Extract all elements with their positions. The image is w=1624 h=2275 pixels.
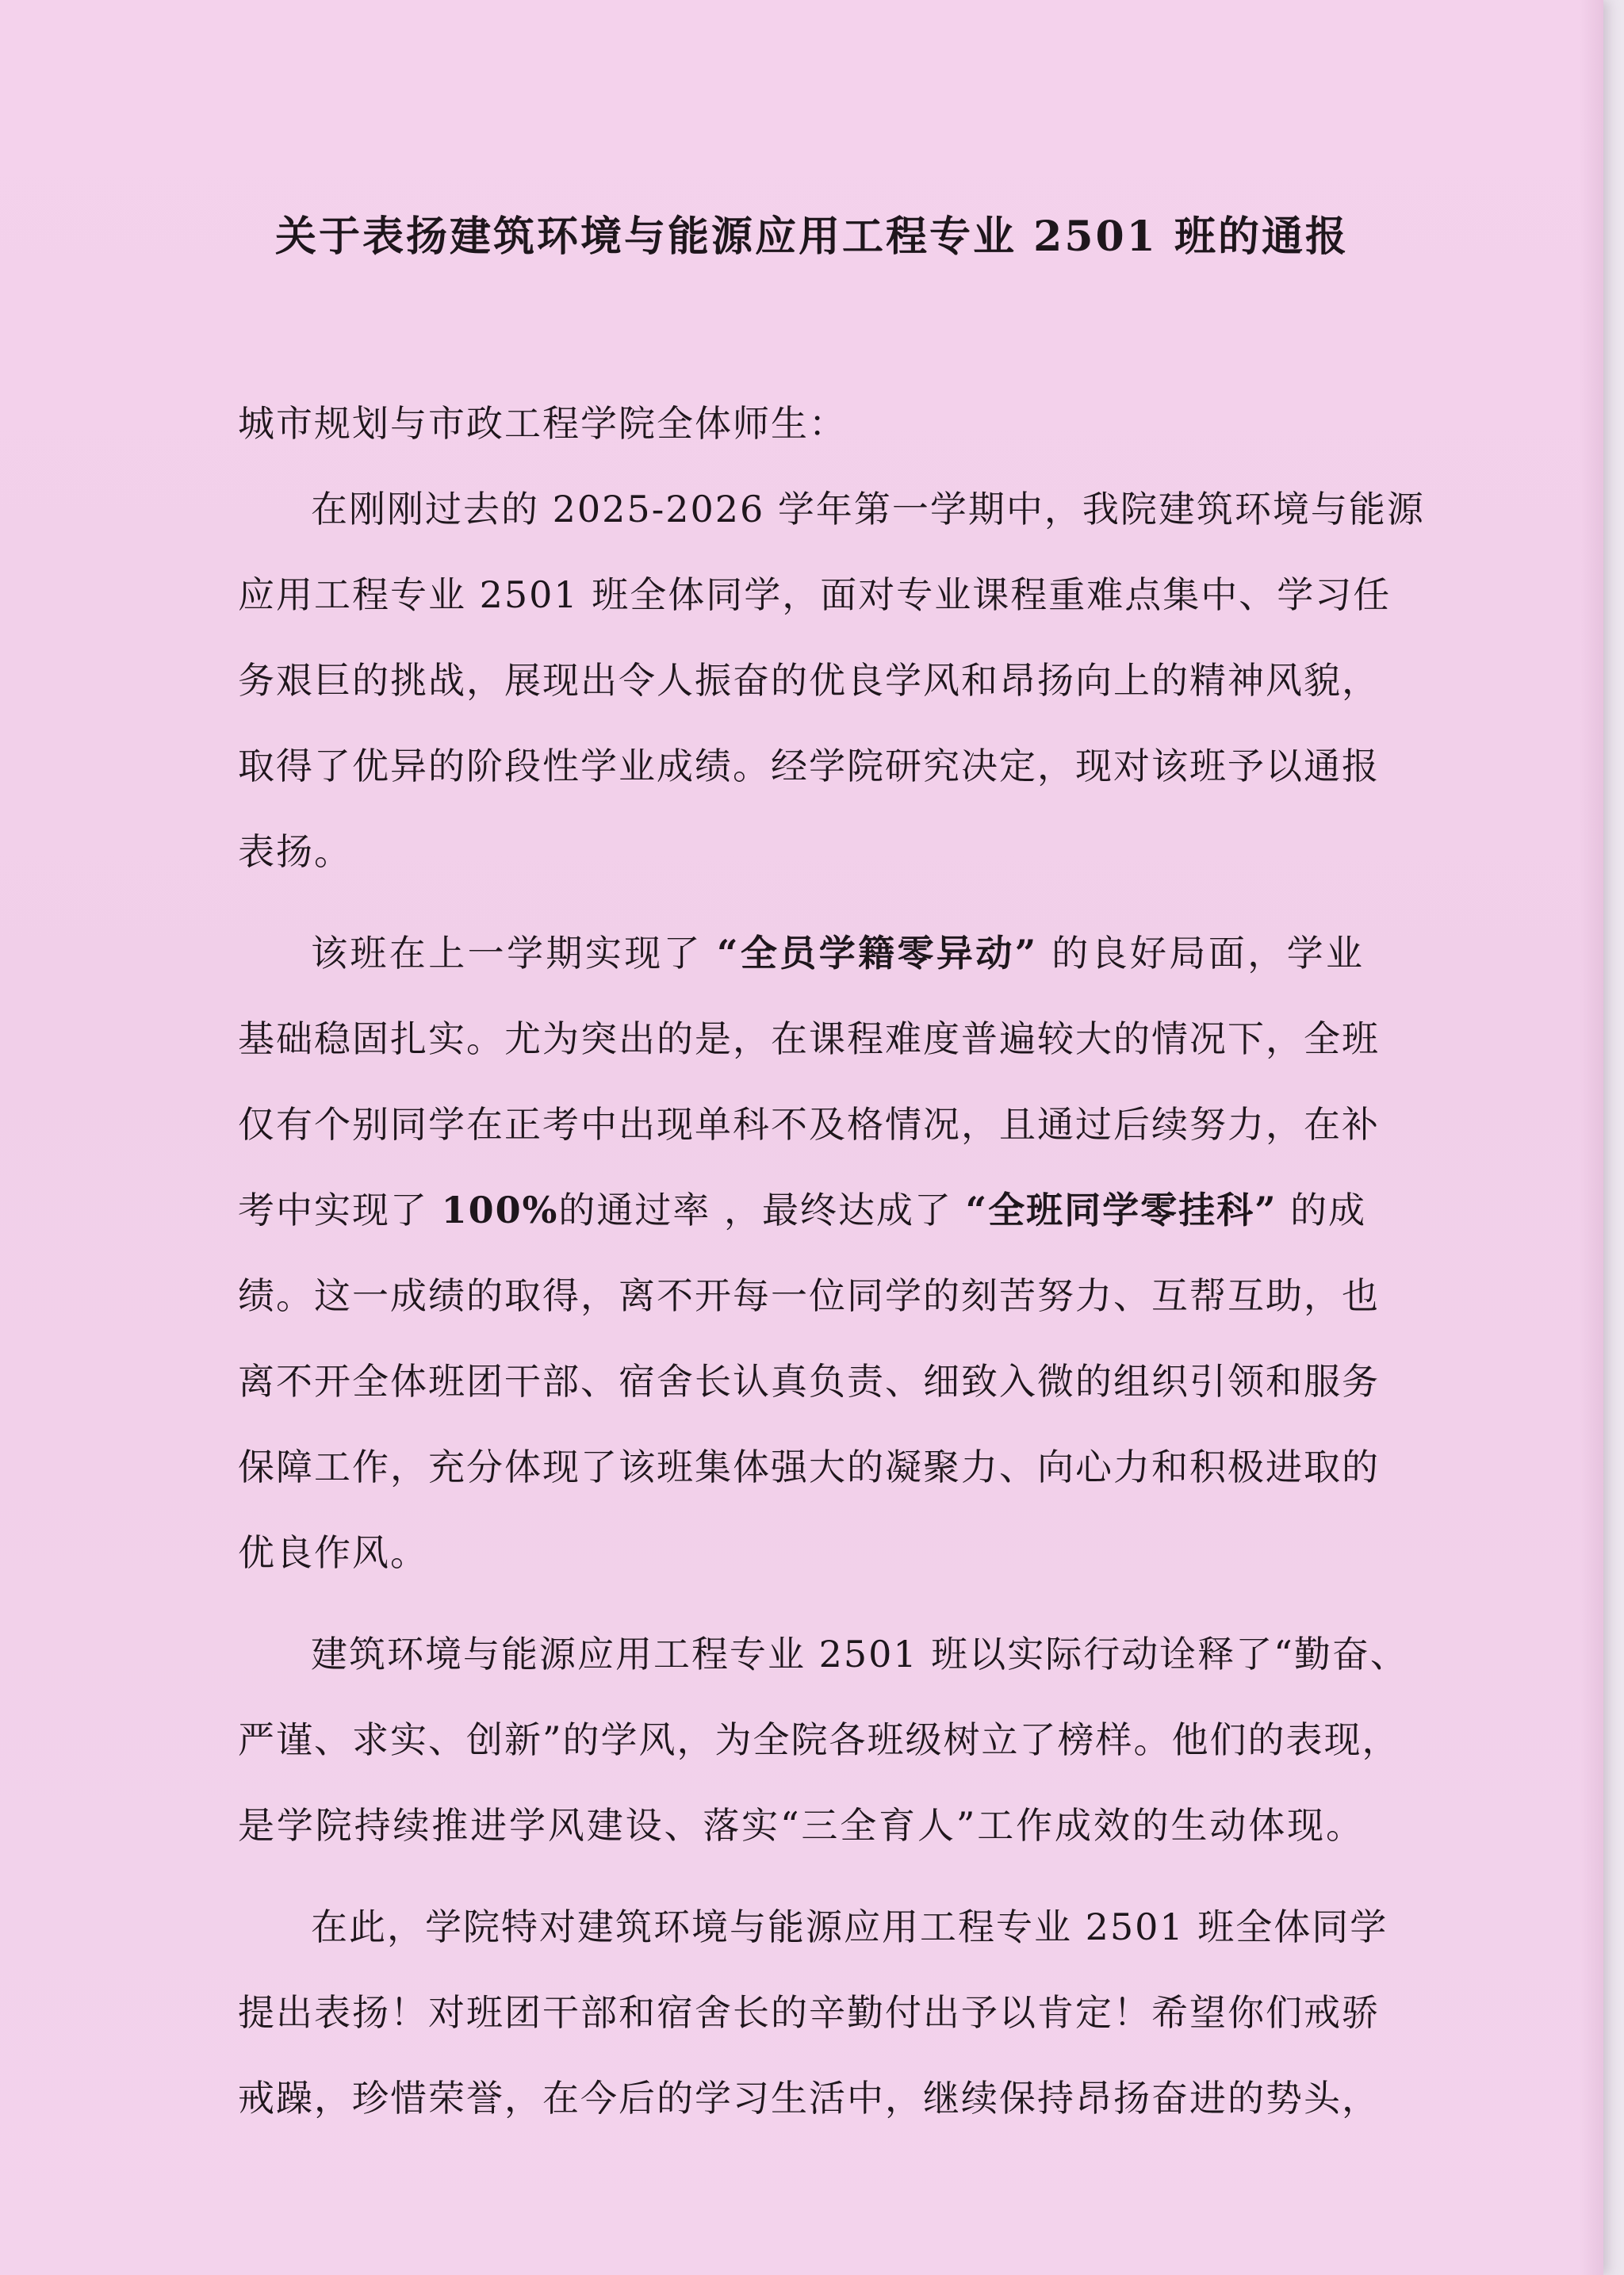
paragraph-line: 优良作风。	[238, 1531, 428, 1574]
paragraph-line: 戒躁，珍惜荣誉，在今后的学习生活中，继续保持昂扬奋进的势头，	[238, 2077, 1380, 2120]
highlight-percent: 100%	[441, 1189, 559, 1231]
paragraph-line: 应用工程专业 2501 班全体同学，面对专业课程重难点集中、学习任	[238, 573, 1392, 616]
document-body	[238, 381, 1425, 2141]
paragraph-line: 取得了优异的阶段性学业成绩。经学院研究决定，现对该班予以通报	[238, 745, 1380, 787]
paragraph-line: 在此，学院特对建筑环境与能源应用工程专业 2501 班全体同学	[311, 1905, 1388, 1948]
paragraph-line: 仅有个别同学在正考中出现单科不及格情况，且通过后续努力，在补	[238, 1103, 1380, 1146]
paragraph-line: 在刚刚过去的 2025-2026 学年第一学期中，我院建筑环境与能源	[311, 488, 1425, 530]
paragraph-line: 建筑环境与能源应用工程专业 2501 班以实际行动诠释了“勤奋、	[311, 1633, 1408, 1676]
paragraph-line: 绩。这一成绩的取得，离不开每一位同学的刻苦努力、互帮互助，也	[238, 1274, 1380, 1317]
paragraph-line: 保障工作，充分体现了该班集体强大的凝聚力、向心力和积极进取的	[238, 1446, 1380, 1488]
paragraph-line: 表扬。	[238, 830, 352, 873]
text-run: 的良好局面，学业	[1037, 932, 1365, 975]
paragraph-1	[238, 466, 1425, 894]
paragraph-line: 严谨、求实、创新”的学风，为全院各班级树立了榜样。他们的表现，	[238, 1718, 1400, 1761]
text-run: 的通过率 ，最终达成了	[558, 1189, 966, 1231]
paragraph-line: 务艰巨的挑战，展现出令人振奋的优良学风和昂扬向上的精神风貌，	[238, 659, 1380, 702]
paragraph-4	[238, 1884, 1388, 2141]
paragraph-3	[238, 1611, 1408, 1868]
highlight-phrase: “全班同学零挂科”	[965, 1189, 1277, 1231]
paragraph-line: 是学院持续推进学风建设、落实“三全育人”工作成效的生动体现。	[238, 1804, 1364, 1847]
text-run: 该班在上一学期实现了	[311, 932, 718, 975]
salutation: 城市规划与市政工程学院全体师生：	[238, 402, 847, 445]
text-run: 的成	[1277, 1189, 1367, 1231]
highlight-phrase: “全员学籍零异动”	[717, 932, 1038, 975]
paragraph-line	[238, 1167, 1367, 1253]
paragraph-line	[238, 910, 1364, 996]
document-title: 关于表扬建筑环境与能源应用工程专业 2501 班的通报	[275, 213, 1349, 261]
paragraph-line: 提出表扬！对班团干部和宿舍长的辛勤付出予以肯定！希望你们戒骄	[238, 1991, 1380, 2034]
text-run: 考中实现了	[238, 1189, 442, 1231]
paragraph-line: 离不开全体班团干部、宿舍长认真负责、细致入微的组织引领和服务	[238, 1360, 1380, 1403]
paragraph-line: 基础稳固扎实。尤为突出的是，在课程难度普遍较大的情况下，全班	[238, 1017, 1380, 1060]
paragraph-2	[238, 910, 1380, 1595]
